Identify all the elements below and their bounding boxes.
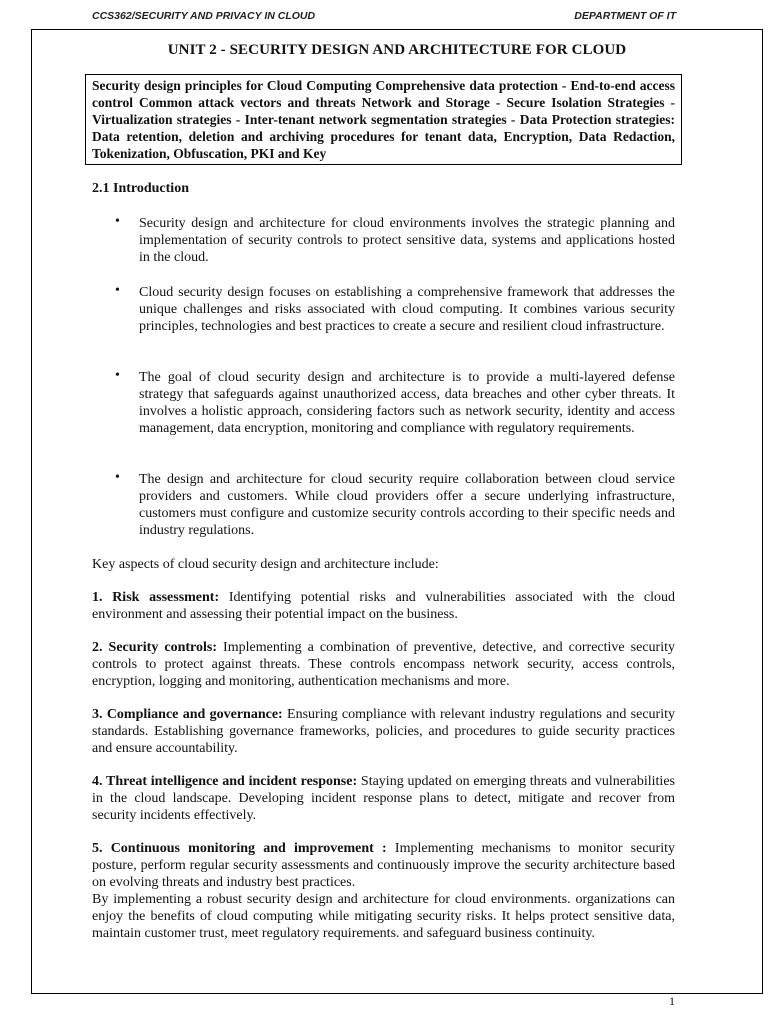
- conclusion-paragraph: By implementing a robust security design and architecture for cloud environments. organizations can enjoy the benefits of cloud computing while mitigating security risks. It helps protect sensitive data, maintain customer trust, meet regulatory requirements. and safeguard business continuity.: [92, 892, 675, 941]
- key-aspect-text: Ensuring compliance with relevant industry regulations and security standards. Establishing governance frameworks, policies, and procedures to guide security practices and ensure accountability.: [92, 707, 675, 756]
- key-aspect-text: Implementing a combination of preventive, detective, and corrective security controls to protect against threats. These controls encompass network security, access controls, encryption, logging and monitoring, authentication mechanisms and more.: [92, 640, 675, 689]
- key-aspect-text: Implementing mechanisms to monitor security posture, perform regular security assessments and continuously improve the security architecture based on evolving threats and industry best practices.: [92, 841, 675, 890]
- key-aspect-item: [92, 706, 675, 757]
- page-number: 1: [669, 994, 675, 1008]
- bullet-item: Security design and architecture for cloud environments involves the strategic planning and implementation of security controls to protect sensitive data, systems and applications hosted in the cloud.: [139, 216, 675, 265]
- bullet-marker: •: [115, 368, 120, 383]
- unit-title: UNIT 2 - SECURITY DESIGN AND ARCHITECTURE FOR CLOUD: [167, 42, 627, 58]
- key-aspect-item: [92, 840, 675, 891]
- header-department: DEPARTMENT OF IT: [574, 10, 676, 22]
- key-aspects-intro: Key aspects of cloud security design and architecture include:: [92, 557, 439, 572]
- section-heading: 2.1 Introduction: [92, 181, 189, 196]
- bullet-marker: •: [115, 283, 120, 298]
- key-aspect-text: Identifying potential risks and vulnerabilities associated with the cloud environment and assessing their potential impact on the business.: [92, 590, 676, 622]
- bullet-item: The goal of cloud security design and architecture is to provide a multi-layered defense strategy that safeguards against unauthorized access, data breaches and other cyber threats. It involves a holistic approach, considering factors such as network security, identity and access management, data encryption, monitoring and compliance with regulatory requirements.: [139, 370, 675, 436]
- key-aspect-label: 2. Security controls:: [92, 640, 217, 655]
- bullet-item: Cloud security design focuses on establishing a comprehensive framework that addresses the unique challenges and risks associated with cloud computing. It combines various security principles, technologies and best practices to create a secure and resilient cloud infrastructure.: [139, 285, 675, 334]
- syllabus-box: Security design principles for Cloud Computing Comprehensive data protection - End-to-end access control Common attack vectors and threats Network and Storage - Secure Isolation Strategies - Virtualization strategies - Inter-tenant network segmentation strategies - Data Protection strategies: Data retention, deletion and archiving procedures for tenant data, Encryption, Data Redaction, Tokenization, Obfuscation, PKI and Key: [85, 74, 682, 165]
- key-aspect-label: 5. Continuous monitoring and improvement :: [92, 841, 387, 856]
- key-aspect-item: [92, 773, 675, 824]
- key-aspect-item: [92, 589, 675, 623]
- key-aspect-item: [92, 639, 675, 690]
- key-aspect-label: 1. Risk assessment:: [92, 590, 220, 605]
- key-aspect-text: Staying updated on emerging threats and vulnerabilities in the cloud landscape. Developing incident response plans to detect, mitigate and recover from security incidents effectively.: [92, 774, 675, 823]
- bullet-item: The design and architecture for cloud security require collaboration between cloud service providers and customers. While cloud providers offer a secure underlying infrastructure, customers must configure and customize security controls according to their specific needs and industry regulations.: [139, 472, 675, 538]
- bullet-marker: •: [115, 214, 120, 229]
- key-aspect-label: 3. Compliance and governance:: [92, 707, 283, 722]
- header-course: CCS362/SECURITY AND PRIVACY IN CLOUD: [92, 10, 316, 22]
- bullet-marker: •: [115, 470, 120, 485]
- key-aspect-label: 4. Threat intelligence and incident response:: [92, 774, 358, 789]
